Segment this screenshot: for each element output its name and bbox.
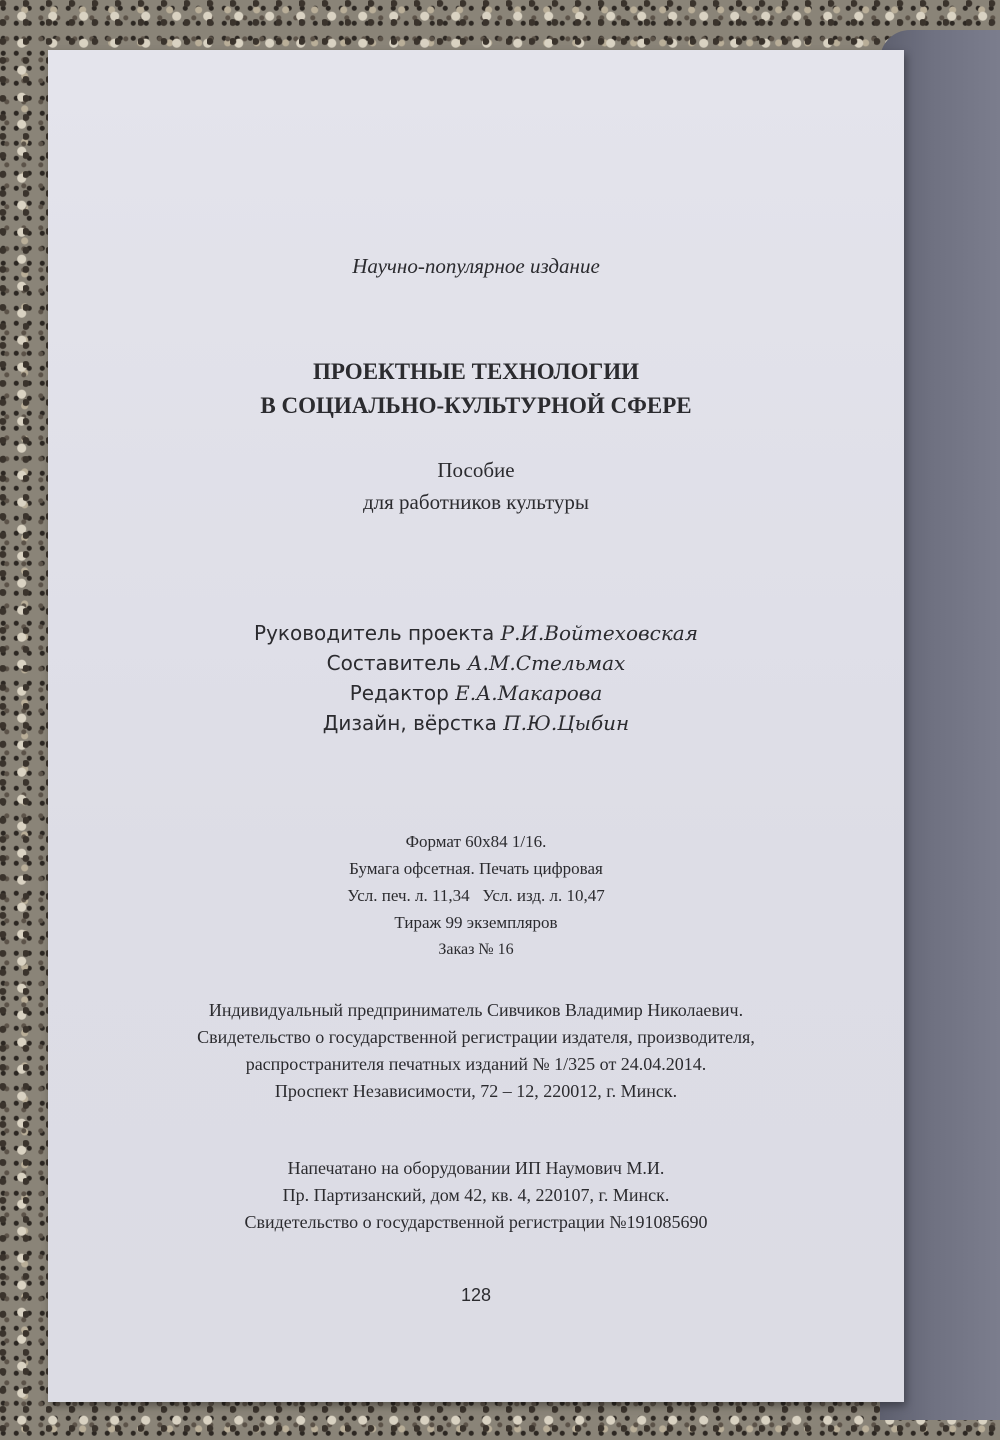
page-number: 128	[460, 1285, 492, 1305]
imprint-line: Усл. печ. л. 11,34 Усл. изд. л. 10,47	[347, 886, 605, 905]
credit-role: Дизайн, вёрстка	[322, 711, 497, 735]
credit-line	[48, 708, 904, 738]
imprint-line: Тираж 99 экземпляров	[394, 913, 558, 932]
title-line: В СОЦИАЛЬНО-КУЛЬТУРНОЙ СФЕРЕ	[260, 393, 692, 418]
title-line: ПРОЕКТНЫЕ ТЕХНОЛОГИИ	[313, 359, 639, 384]
subtitle-line: для работников культуры	[362, 490, 589, 514]
credit-role: Руководитель проекта	[254, 621, 495, 645]
printer-line: Свидетельство о государственной регистрации №191085690	[244, 1212, 708, 1232]
credit-line	[48, 648, 904, 678]
publisher-block	[48, 997, 904, 1105]
book-title	[48, 355, 904, 423]
publisher-line: Проспект Независимости, 72 – 12, 220012, г. Минск.	[274, 1081, 678, 1101]
edition-type: Научно-популярное издание	[352, 254, 600, 278]
publisher-line: Индивидуальный предприниматель Сивчиков Владимир Николаевич.	[208, 1000, 744, 1020]
printer-block	[48, 1155, 904, 1236]
publisher-line: распространителя печатных изданий № 1/325 от 24.04.2014.	[245, 1054, 707, 1074]
book-subtitle	[48, 454, 904, 518]
printer-line: Напечатано на оборудовании ИП Наумович М.И.	[287, 1158, 665, 1178]
printer-line: Пр. Партизанский, дом 42, кв. 4, 220107, г. Минск.	[282, 1185, 670, 1205]
credit-person: А.М.Стельмах	[467, 651, 626, 675]
credit-person: П.Ю.Цыбин	[503, 711, 630, 735]
credit-person: Р.И.Войтеховская	[500, 621, 698, 645]
credit-role: Редактор	[349, 681, 449, 705]
credit-line	[48, 618, 904, 648]
credit-line	[48, 678, 904, 708]
imprint-line: Бумага офсетная. Печать цифровая	[349, 859, 603, 878]
imprint-line: Заказ № 16	[438, 941, 514, 958]
credit-role: Составитель	[326, 651, 462, 675]
book-page	[48, 50, 904, 1402]
imprint-line: Формат 60х84 1/16.	[405, 832, 547, 851]
credits-block	[48, 618, 904, 738]
publisher-line: Свидетельство о государственной регистрации издателя, производителя,	[197, 1027, 755, 1047]
credit-person: Е.А.Макарова	[455, 681, 603, 705]
imprint-block	[48, 828, 904, 963]
subtitle-line: Пособие	[437, 458, 515, 482]
